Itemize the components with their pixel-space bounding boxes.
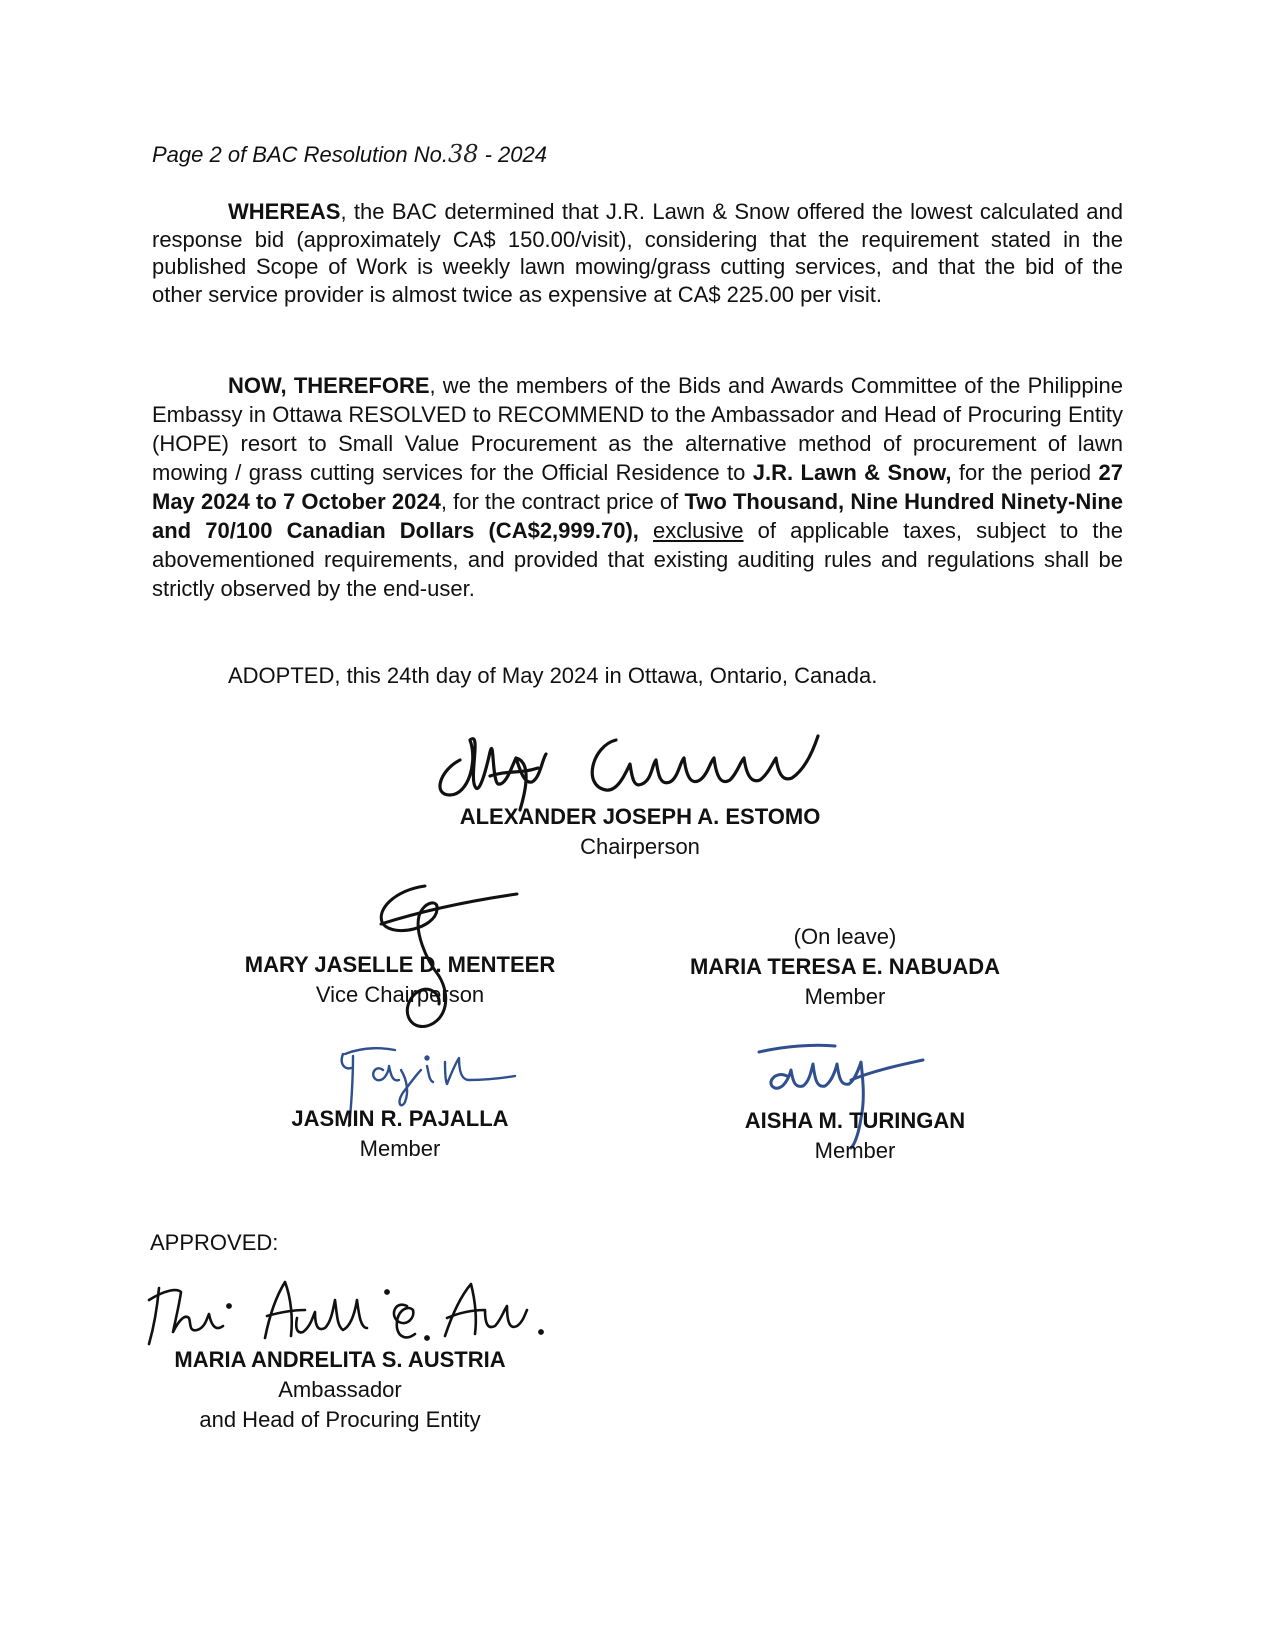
now-therefore-text-3: , for the contract price of (440, 489, 685, 514)
whereas-lead: WHEREAS (228, 199, 341, 224)
header-suffix: - 2024 (478, 142, 547, 167)
ambassador-name: MARIA ANDRELITA S. AUSTRIA (174, 1347, 506, 1372)
handwritten-resolution-number: 38 (447, 140, 479, 168)
member-pajalla-block (230, 1104, 570, 1164)
approved-label: APPROVED: (150, 1230, 279, 1255)
ambassador-block (140, 1345, 540, 1435)
ambassador-signature (145, 1270, 545, 1355)
now-therefore-paragraph (152, 371, 1123, 603)
now-therefore-lead: NOW, THEREFORE (228, 373, 430, 398)
now-therefore-text-4 (639, 518, 653, 543)
contract-period: 27 May 2024 to 7 October 2024 (152, 460, 1123, 514)
vice-chairperson-name: MARY JASELLE D. MENTEER (244, 952, 556, 977)
member-turingan-role: Member (814, 1138, 896, 1163)
page-header (152, 140, 547, 168)
ambassador-role: Ambassador (278, 1377, 402, 1402)
whereas-paragraph (152, 198, 1123, 308)
whereas-text: , the BAC determined that J.R. Lawn & Snow offered the lowest calculated and response bid (approximately CA$ 150.00/visit), considering that the requirement stated in the published Scope of Work is weekly lawn mowing/grass cutting services, and that the bid of the other service provider is almost twice as expensive at CA$ 225.00 per visit. (152, 199, 1123, 307)
exclusive-term: exclusive (653, 518, 744, 543)
now-therefore-text-2: for the period (951, 460, 1099, 485)
member-pajalla-name: JASMIN R. PAJALLA (291, 1106, 509, 1131)
member-nabuada-block (640, 922, 1050, 1012)
chairperson-name: ALEXANDER JOSEPH A. ESTOMO (459, 804, 821, 829)
member-turingan-block (680, 1106, 1030, 1166)
contract-price: Two Thousand, Nine Hundred Ninety-Nine and 70/100 Canadian Dollars (CA$2,999.70), (152, 489, 1123, 543)
ambassador-role-line-2: and Head of Procuring Entity (199, 1407, 481, 1432)
now-therefore-text-5: of applicable taxes, subject to the abovementioned requirements, and provided that existing auditing rules and regulations shall be strictly observed by the end-user. (152, 518, 1123, 601)
chairperson-role: Chairperson (580, 834, 700, 859)
vice-chairperson-role: Vice Chairperson (315, 982, 485, 1007)
member-pajalla-role: Member (359, 1136, 441, 1161)
on-leave-note: (On leave) (793, 924, 897, 949)
chairperson-block (380, 802, 900, 862)
now-therefore-text-1: , we the members of the Bids and Awards Committee of the Philippine Embassy in Ottawa RESOLVED to RECOMMEND to the Ambassador and Head of Procuring Entity (HOPE) resort to Small Value Procurement as the alternative method of procurement of lawn mowing / grass cutting services for the Official Residence to (152, 373, 1123, 485)
member-turingan-name: AISHA M. TURINGAN (744, 1108, 966, 1133)
adopted-line: ADOPTED, this 24th day of May 2024 in Ottawa, Ontario, Canada. (228, 663, 878, 688)
member-nabuada-role: Member (804, 984, 886, 1009)
vice-chairperson-block (195, 950, 605, 1010)
vendor-name: J.R. Lawn & Snow, (752, 460, 952, 485)
header-prefix: Page 2 of BAC Resolution No. (152, 142, 448, 167)
member-nabuada-name: MARIA TERESA E. NABUADA (689, 954, 1001, 979)
